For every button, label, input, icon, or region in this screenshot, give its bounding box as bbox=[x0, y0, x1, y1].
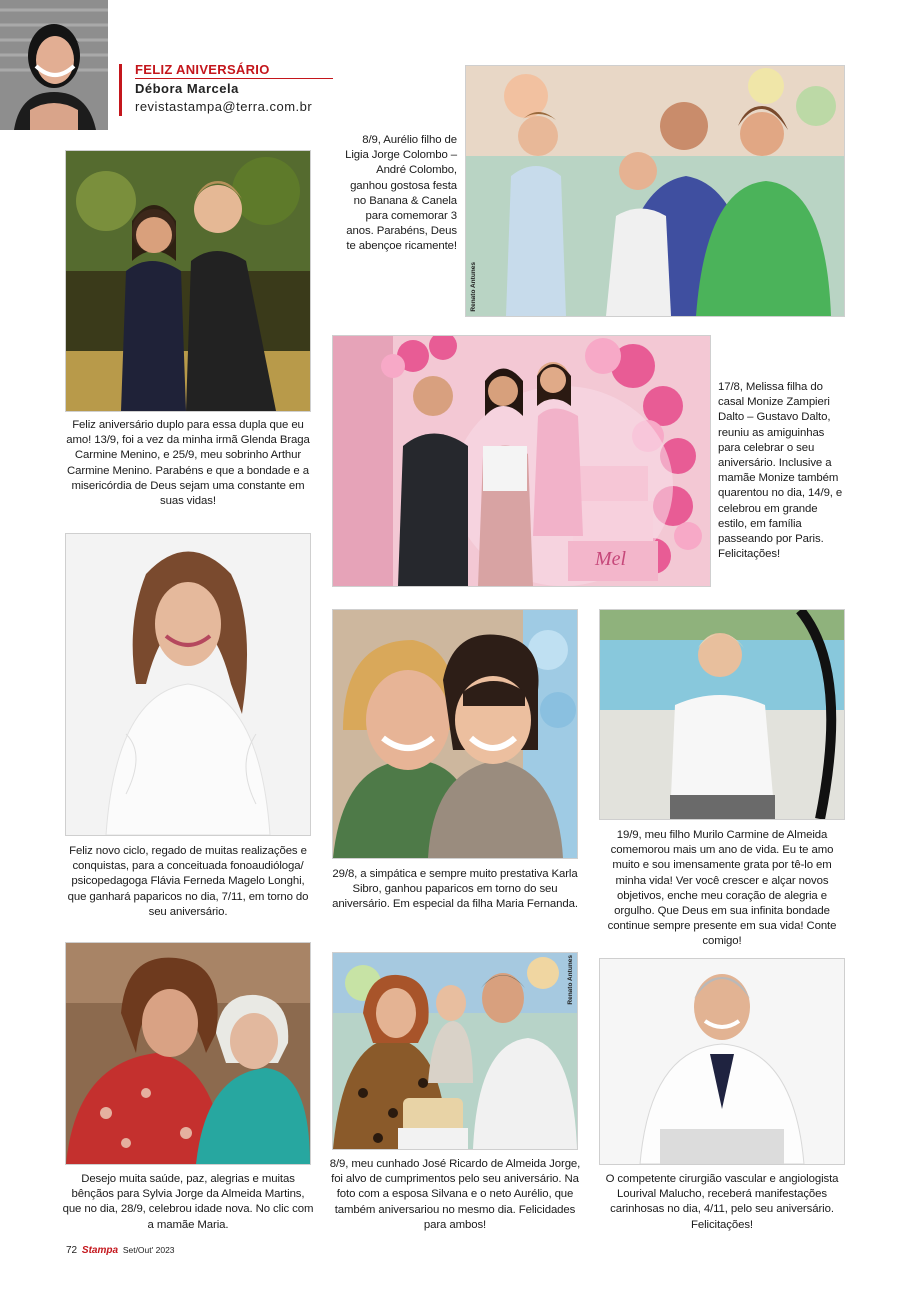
photo-melissa-party bbox=[333, 336, 710, 586]
cake-text: Mel bbox=[595, 548, 627, 570]
photo-credit: Renato Antunes bbox=[470, 262, 477, 312]
caption-aurelio: 8/9, Aurélio filho de Ligia Jorge Colombo – André Colombo, ganhou gostosa festa no Banana & Canela para comemorar 3 anos. Parabéns, Deus te abençoe ricamente! bbox=[345, 134, 457, 253]
photo-aurelio-family bbox=[466, 66, 844, 316]
page-footer bbox=[66, 1245, 175, 1256]
photo-karla bbox=[333, 610, 577, 858]
magazine-name: Stampa bbox=[81, 1245, 119, 1256]
photo-flavia bbox=[66, 534, 310, 835]
caption-jose-ricardo: 8/9, meu cunhado José Ricardo de Almeida Jorge, foi alvo de cumprimentos pelo seu aniversário. Na foto com a esposa Silvana e o neto Aurélio, que também aniversariou no mesmo dia. Felicidades para ambos! bbox=[329, 1158, 581, 1231]
caption-flavia: Feliz novo ciclo, regado de muitas realizações e conquistas, para a conceituada fonoaudióloga/ psicopedagoga Flávia Ferneda Magelo Longhi, que ganhará paparicos no dia, 7/11, em torno do seu aniversário. bbox=[67, 845, 309, 918]
header-accent-bar bbox=[119, 64, 122, 116]
columnist-photo bbox=[0, 0, 108, 130]
caption-sylvia: Desejo muita saúde, paz, alegrias e muitas bênçãos para Sylvia Jorge da Almeida Martins, que no dia, 28/9, celebrou idade nova. No clic com a mamãe Maria. bbox=[62, 1173, 314, 1231]
caption-glenda-arthur: Feliz aniversário duplo para essa dupla que eu amo! 13/9, foi a vez da minha irmã Glenda Braga Carmine Menino, e 25/9, meu sobrinho Arthur Carmine Menino. Parabéns e que a bondade e a misericórdia de Deus sejam uma constante em suas vidas! bbox=[66, 419, 310, 508]
title-rule bbox=[135, 78, 333, 79]
photo-credit-jose: Renato Antunes bbox=[567, 955, 574, 1005]
caption-melissa: 17/8, Melissa filha do casal Monize Zampieri Dalto – Gustavo Dalto, reuniu as amiguinhas para celebrar o seu aniversário. Inclusive a mamãe Monize também quarentou no dia, 14/9, e celebrou em grande estilo, em família passeando por Paris. Felicitações! bbox=[718, 381, 843, 561]
issue-date: Set/Out' 2023 bbox=[122, 1245, 175, 1255]
author-email[interactable]: revistastampa@terra.com.br bbox=[135, 99, 313, 114]
photo-jose-ricardo bbox=[333, 953, 577, 1149]
photo-glenda-arthur bbox=[66, 151, 310, 411]
photo-lourival bbox=[600, 959, 844, 1164]
photo-murilo bbox=[600, 610, 844, 819]
author-name: Débora Marcela bbox=[135, 81, 239, 96]
caption-murilo: 19/9, meu filho Murilo Carmine de Almeida comemorou mais um ano de vida. Eu te amo muito e sou imensamente grata por tê-lo em minha vida! Ver você crescer e alçar novos objetivos, enche meu coração de alegria e orgulho. Que Deus em sua infinita bondade continue sempre presente em sua vida! Conte comigo! bbox=[607, 829, 837, 948]
caption-karla: 29/8, a simpática e sempre muito prestativa Karla Sibro, ganhou paparicos em torno do seu aniversário. Em especial da filha Maria Fernanda. bbox=[332, 868, 578, 911]
photo-sylvia-maria bbox=[66, 943, 310, 1164]
page-number: 72 bbox=[66, 1245, 78, 1256]
section-title: FELIZ ANIVERSÁRIO bbox=[135, 62, 270, 77]
caption-lourival: O competente cirurgião vascular e angiologista Lourival Malucho, receberá manifestações carinhosas no dia, 4/11, pelo seu aniversário. Felicitações! bbox=[605, 1173, 839, 1231]
